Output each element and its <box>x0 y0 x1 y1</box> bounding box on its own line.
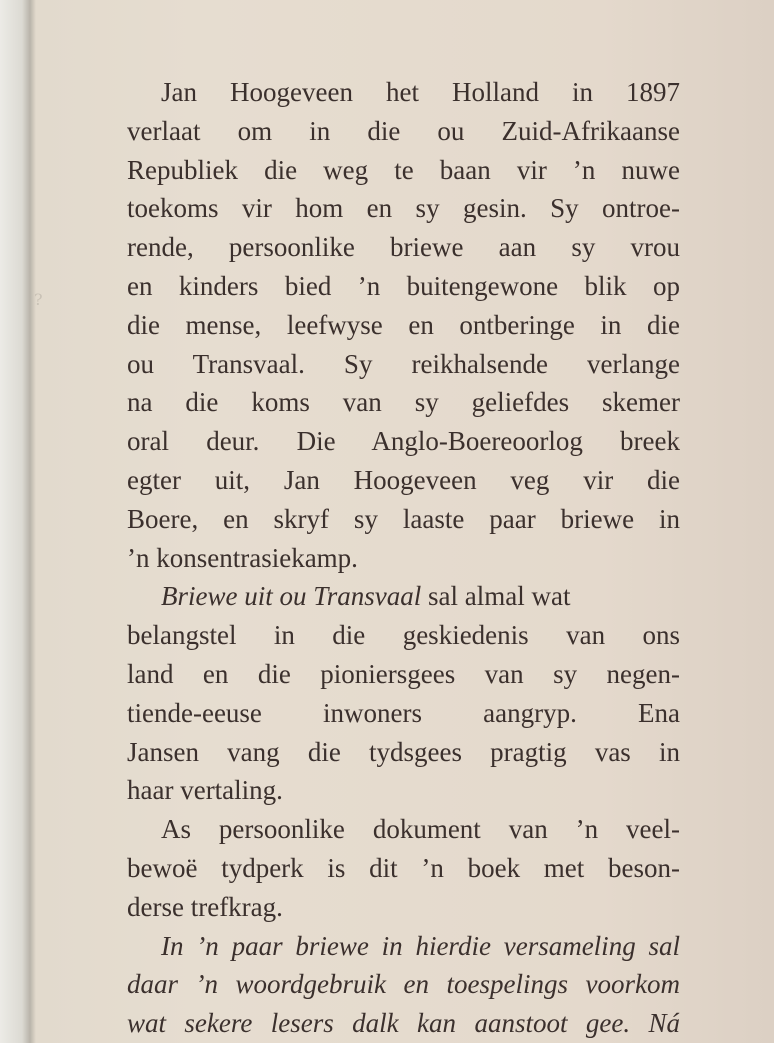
text-line: As persoonlike dokument van ’n veel- <box>161 814 680 845</box>
text-line <box>127 577 680 616</box>
text-line: oral deur. Die Anglo-Boereoorlog breek <box>127 426 680 457</box>
paragraph-3 <box>127 810 680 926</box>
text-line: rende, persoonlike briewe aan sy vrou <box>127 232 680 263</box>
text-line: Jan Hoogeveen het Holland in 1897 <box>161 77 680 107</box>
paragraph-1 <box>127 73 680 577</box>
text-line: die mense, leefwyse en ontberinge in die <box>127 309 680 340</box>
text-line: na die koms van sy geliefdes skemer <box>127 387 680 418</box>
pencil-mark: ? <box>34 290 43 309</box>
text-span: sal almal wat <box>421 581 571 612</box>
text-line: toekoms vir hom en sy gesin. Sy ontroe- <box>127 193 680 224</box>
text-line: en kinders bied ’n buitengewone blik op <box>127 270 680 301</box>
text-line: Boere, en skryf sy laaste paar briewe in <box>127 503 680 534</box>
text-line: egter uit, Jan Hoogeveen veg vir die <box>127 464 680 495</box>
book-blurb <box>127 73 680 1043</box>
paragraph-2 <box>127 577 680 810</box>
text-line: tiende-eeuse inwoners aangryp. Ena <box>127 697 680 728</box>
paragraph-4-italic <box>127 927 680 1043</box>
text-line: derse trefkrag. <box>127 891 283 922</box>
text-line: wat sekere lesers dalk kan aanstoot gee. Ná <box>127 1008 680 1039</box>
text-line: bewoë tydperk is dit ’n boek met beson- <box>127 852 680 883</box>
text-line: daar ’n woordgebruik en toespelings voorkom <box>127 969 680 1000</box>
text-line: belangstel in die geskiedenis van ons <box>127 620 680 651</box>
text-line: Republiek die weg te baan vir ’n nuwe <box>127 154 680 185</box>
text-line: ou Transvaal. Sy reikhalsende verlange <box>127 348 680 379</box>
text-line: land en die pioniersgees van sy negen- <box>127 658 680 689</box>
text-line: verlaat om in die ou Zuid-Afrikaanse <box>127 115 680 146</box>
text-line: Jansen vang die tydsgees pragtig vas in <box>127 736 680 767</box>
text-line: ’n konsentrasiekamp. <box>127 542 358 573</box>
text-line: haar vertaling. <box>127 775 283 806</box>
text-line: In ’n paar briewe in hierdie versameling sal <box>161 930 680 961</box>
book-title: Briewe uit ou Transvaal <box>161 581 422 612</box>
